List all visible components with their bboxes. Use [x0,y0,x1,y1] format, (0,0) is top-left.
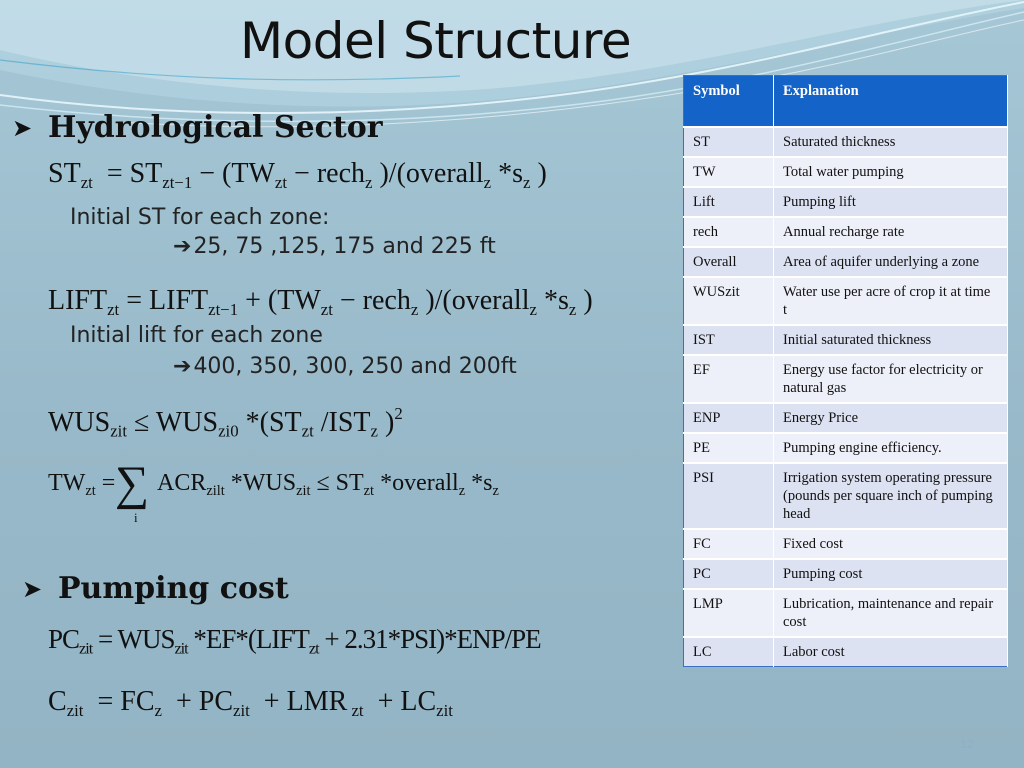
initial-st-values-line [173,234,496,259]
header-symbol: Symbol [684,76,774,128]
explanation-cell: Energy Price [774,403,1008,433]
table-row [684,637,1008,667]
right-arrow-icon: ➔ [173,234,192,259]
table-row [684,187,1008,217]
table-row [684,403,1008,433]
explanation-cell: Pumping engine efficiency. [774,433,1008,463]
table-row [684,463,1008,529]
table-row [684,355,1008,403]
right-arrow-icon: ➔ [173,354,192,379]
table-row [684,157,1008,187]
table-row [684,217,1008,247]
formula-st: $ST_{zt} = ST_{zt-1} - (TW_{zt}$ − rech$_z$ )/(overall$_z$ $*s_z$ ) [48,158,547,192]
table-row [684,127,1008,157]
explanation-cell: Irrigation system operating pressure (pounds per square inch of pumping head [774,463,1008,529]
symbol-cell: ENP [684,403,774,433]
explanation-cell: Water use per acre of crop it at time t [774,277,1008,325]
symbol-cell: Lift [684,187,774,217]
explanation-cell: Energy use factor for electricity or natural gas [774,355,1008,403]
table-row [684,433,1008,463]
symbol-cell: FC [684,529,774,559]
symbol-cell: LC [684,637,774,667]
formula-c: $C_{zit} = FC_z + PC_{zit}$ + LMR $_{zt} + LC_{zit}$ [48,686,453,720]
symbol-cell: WUSzit [684,277,774,325]
symbol-table [683,75,1008,667]
table-row [684,529,1008,559]
formula-wus: $WUS_{zit} \le WUS_{zi0}$ $*(ST_{zt}$ $/IST_z$ )$^2$ [48,404,403,441]
slide-title: Model Structure [240,12,632,70]
initial-lift-values: 400, 350, 300, 250 and 200ft [193,354,517,379]
table-header-row [684,76,1008,128]
explanation-cell: Labor cost [774,637,1008,667]
formula-tw: $TW_{zt}$ = [48,470,116,500]
initial-lift-label: Initial lift for each zone [70,323,323,348]
explanation-cell: Total water pumping [774,157,1008,187]
symbol-cell: EF [684,355,774,403]
table-row [684,247,1008,277]
formula-lift: $LIFT_{zt}$ = $LIFT_{zt-1} + (TW_{zt}$ − rech$_z$ )/(overall$_z$ $*s_z$ ) [48,285,593,319]
initial-st-values: 25, 75 ,125, 175 and 225 ft [193,234,496,259]
page-number: 12 [960,738,974,751]
symbol-cell: LMP [684,589,774,637]
bullet-arrow-icon: ➤ [22,575,43,603]
symbol-cell: IST [684,325,774,355]
explanation-cell: Pumping lift [774,187,1008,217]
explanation-cell: Lubrication, maintenance and repair cost [774,589,1008,637]
formula-tw-rhs: $ACR_{zilt}$ $*WUS_{zit} \le ST_{zt}$ *overall$_z$ $*s_z$ [157,470,499,500]
summation-index: i [134,510,138,525]
initial-st-label: Initial ST for each zone: [70,205,330,230]
symbol-cell: PE [684,433,774,463]
symbol-cell: Overall [684,247,774,277]
symbol-cell: TW [684,157,774,187]
bullet-arrow-icon: ➤ [12,114,33,142]
table-row [684,589,1008,637]
pumping-heading: Pumping cost [58,571,289,606]
explanation-cell: Initial saturated thickness [774,325,1008,355]
explanation-cell: Area of aquifer underlying a zone [774,247,1008,277]
header-explanation: Explanation [774,76,1008,128]
initial-lift-values-line [173,354,517,379]
formula-pc: $PC_{zit} = WUS_{zit}$ $*EF*(LIFT_{zt} + 2.31*PSI)*ENP/PE$ [48,624,541,658]
symbol-cell: ST [684,127,774,157]
symbol-cell: PSI [684,463,774,529]
explanation-cell: Saturated thickness [774,127,1008,157]
summation-symbol: ∑ [115,457,150,510]
explanation-cell: Fixed cost [774,529,1008,559]
table-row [684,277,1008,325]
symbol-cell: rech [684,217,774,247]
hydrological-heading: Hydrological Sector [48,110,383,145]
table-row [684,559,1008,589]
table-row [684,325,1008,355]
explanation-cell: Pumping cost [774,559,1008,589]
symbol-cell: PC [684,559,774,589]
explanation-cell: Annual recharge rate [774,217,1008,247]
